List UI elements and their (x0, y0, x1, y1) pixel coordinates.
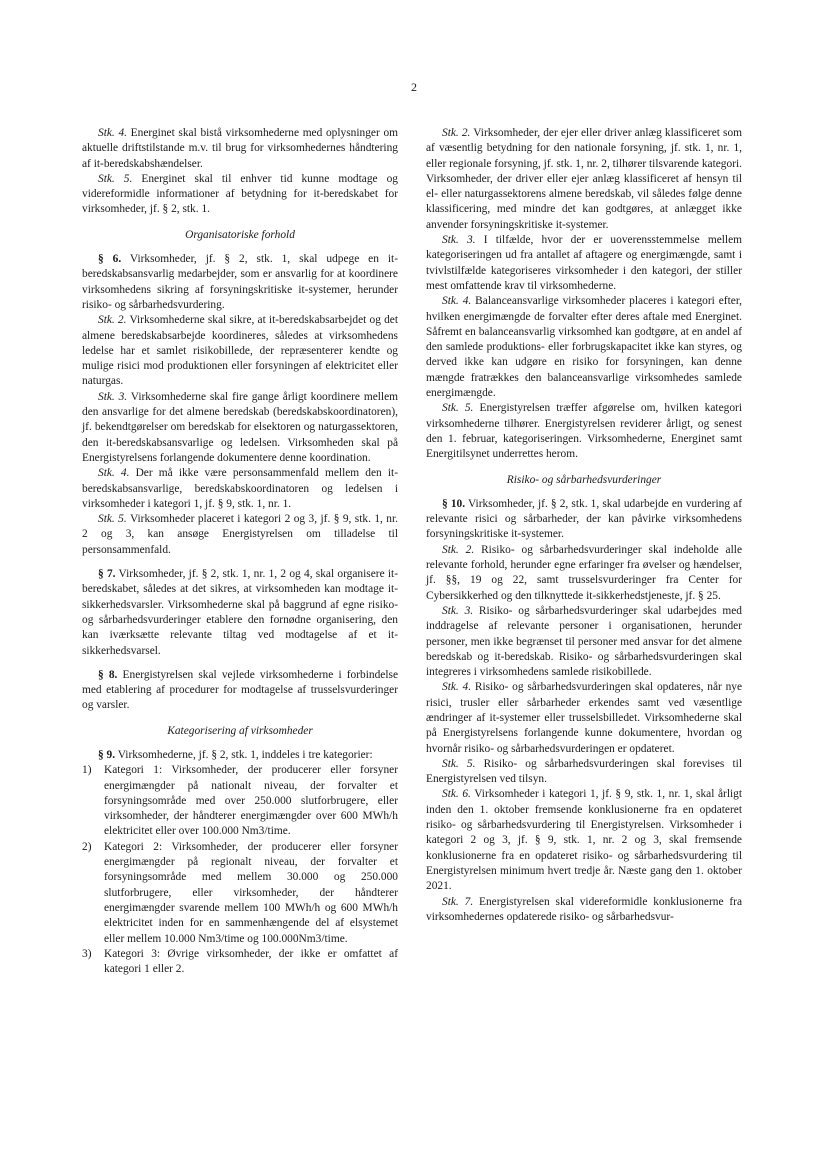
right-column (426, 126, 742, 925)
page-number: 2 (411, 80, 417, 94)
paragraph (82, 172, 398, 218)
list-item-text: Kategori 1: Virksomheder, der producerer eller forsyner energimængder på nationalt niveau, der forvalter et forsyningsområde med over 250.000 slutforbrugere, eller virksomheder, der håndterer energimængder over 600 MWh/h elektricitet eller over 100.000 Nm3/time. (104, 764, 398, 838)
paragraph-text: Risiko- og sårbarhedsvurderinger skal udarbejdes med inddragelse af relevante personer i organisationen, herunder personer, men ikke begrænset til personer med ansvar for det almene beredskab og it-beredskab. Risiko- og sårbarhedsvurderingen skal integreres i virksomhedens samlede risikobillede. (426, 604, 742, 679)
paragraph (426, 126, 742, 233)
section-heading: Organisatoriske forhold (185, 228, 295, 241)
stk-label: Stk. 5. (98, 513, 127, 526)
paragraph (426, 895, 742, 926)
paragraph (82, 252, 398, 313)
list-item-number: 3) (82, 947, 92, 960)
stk-label: Stk. 3. (442, 234, 476, 247)
paragraph (426, 497, 742, 543)
paragraph-text: Virksomheder, der ejer eller driver anlæg klassificeret som af væsentlig betydning for den nationale forsyning, jf. stk. 1, nr. 1, eller regionale forsyning, jf. stk. 1, nr. 2, tilhører tilsvarende kategori. Virksomheder, der driver eller ejer anlæg klassificeret af hensyn til el- eller naturgassektorens almene beredskab, vil således følge denne klassificering, med mindre det kan godtgøres, at anlægget ikke anvender forsyningskritiske it-systemer. (426, 127, 743, 231)
paragraph-text: Virksomhederne, jf. § 2, stk. 1, inddeles i tre kategorier: (115, 748, 373, 761)
paragraph (426, 294, 742, 401)
section-number: § 8. (98, 668, 118, 681)
list-item-number: 1) (82, 764, 92, 777)
paragraph (82, 313, 398, 389)
list-item-text: Kategori 2: Virksomheder, der producerer eller forsyner energimængder på regionalt niveau, der forvalter et forsyningsområde med mellem 30.000 og 250.000 slutforbrugere, eller virksomheder, der håndterer energimængder svarende mellem 100 MWh/h og 600 MWh/h elektricitet inden for en sammenhængende del af elsystemet eller mellem 10.000 Nm3/time og 100.000Nm3/time. (104, 840, 398, 945)
stk-label: Stk. 2. (442, 543, 475, 556)
section-number: § 7. (98, 568, 116, 581)
stk-label: Stk. 6. (442, 788, 471, 801)
paragraph-text: Virksomhederne skal sikre, at it-beredskabsarbejdet og det almene beredskabsarbejde koordineres, således at virksomhedens ledelse har et samlet risikobillede, der repræsenterer kendte og mulige risici mod produktionen eller forsyningen af elektricitet eller naturgas. (82, 314, 398, 388)
paragraph-text: Der må ikke være personsammenfald mellem den it-beredskabsansvarlige, beredskabskoordinatoren og ledelsen i virksomheder i kategori 1, jf. § 9, stk. 1, nr. 1. (82, 467, 398, 510)
stk-label: Stk. 3. (442, 604, 474, 617)
paragraph (426, 680, 742, 756)
paragraph-text: Energistyrelsen træffer afgørelse om, hvilken kategori virksomhederne tilhører. Energistyrelsen reviderer årligt, og senest den 1. februar, kategoriseringen. Virksomhederne, Energinet samt Energitilsynet underrettes herom. (426, 402, 743, 461)
section-number: § 10. (442, 497, 466, 510)
left-column (82, 126, 398, 977)
stk-label: Stk. 4. (442, 681, 472, 694)
paragraph-text: Virksomheder i kategori 1, jf. § 9, stk. 1, nr. 1, skal årligt inden den 1. oktober fremsende konklusionerne fra en opdateret risiko- og sårbarhedsvurdering til Energistyrelsen. Virksomheder i kategori 2 og 3, jf. § 9, stk. 1, nr. 2 og 3, skal fremsende konklusionerne fra en opdateret risiko- og sårbarhedsvurdering til Energistyrelsen minimum hvert tredje år. Næste gang den 1. oktober 2021. (426, 788, 743, 893)
paragraph-text: Balanceansvarlige virksomheder placeres i kategori efter, hvilken energimængde de forvalter efter deres aftale med Energinet. Såfremt en balanceansvarlig virksomhed kan godtgøre, at en andel af den samlede produktions- eller forbrugskapacitet ikke kan styres, og derved ikke kan udgøre en risiko for forsyningen, kan denne mængde fratrækkes den balanceansvarlige virksomhedes samlede energimængde. (426, 295, 742, 400)
stk-label: Stk. 3. (98, 390, 128, 403)
paragraph-text: Energistyrelsen skal videreformidle konklusionerne fra virksomhedernes opdaterede risiko- og sårbarhedsvur- (426, 895, 742, 923)
paragraph-text: Risiko- og sårbarhedsvurderinger skal indeholde alle relevante forhold, herunder egne erfaringer fra øvelser og hændelser, jf. §§, 19 og 22, samt trusselsvurderinger fra Center for Cybersikkerhed og den tilknyttede it-sikkerhedstjeneste, jf. § 25. (426, 543, 742, 602)
list-item (82, 947, 398, 978)
section-heading: Kategorisering af virksomheder (167, 724, 313, 737)
paragraph (426, 233, 742, 294)
paragraph-text: Energinet skal bistå virksomhederne med oplysninger om aktuelle driftstilstande m.v. til brug for virksomhedernes håndtering af it-beredskabshændelser. (82, 127, 398, 170)
paragraph (426, 543, 742, 604)
paragraph (426, 401, 742, 462)
section-number: § 6. (98, 253, 122, 266)
paragraph (82, 390, 398, 466)
paragraph (82, 748, 398, 763)
paragraph-text: Risiko- og sårbarhedsvurderingen skal opdateres, når nye risici, trusler eller sårbarheder erkendes samt ved væsentlige ændringer af it-systemer eller trusselsbilledet. Virksomhederne skal på Energistyrelsens forlangende kunne dokumentere, hvordan og hvornår risiko- og sårbarhedsvurderingen er opdateret. (426, 681, 743, 755)
list-item (82, 763, 398, 839)
paragraph-text: Risiko- og sårbarhedsvurderingen skal forevises til Energistyrelsen ved tilsyn. (426, 757, 742, 786)
paragraph (426, 757, 742, 788)
paragraph-text: I tilfælde, hvor der er uoverensstemmelse mellem kategoriseringen ud fra antallet af aftagere og energimængde, samt i tvivlstilfælde kategoriseres virksomheder i den kategori, der stiller mest omfattende krav til virksomhederne. (426, 234, 742, 292)
paragraph (426, 604, 742, 680)
paragraph-text: Virksomheder placeret i kategori 2 og 3, jf. § 9, stk. 1, nr. 2 og 3, kan ansøge Energistyrelsen om tilladelse til personsammenfald. (82, 513, 398, 556)
paragraph (82, 567, 398, 659)
stk-label: Stk. 2. (442, 127, 471, 139)
stk-label: Stk. 4. (442, 295, 472, 308)
paragraph (82, 126, 398, 172)
paragraph (82, 668, 398, 714)
paragraph (82, 466, 398, 512)
paragraph-text: Virksomheder, jf. § 2, stk. 1, skal udarbejde en vurdering af relevante risici og sårbarheder, der kan påvirke virksomhedens forsyningskritiske it-systemer. (426, 497, 742, 541)
paragraph-text: Energistyrelsen skal vejlede virksomhederne i forbindelse med etablering af procedurer for modtagelse af trusselsvurderinger og varsler. (82, 668, 398, 712)
list-item (82, 840, 398, 947)
section-number: § 9. (98, 748, 116, 761)
paragraph-text: Virksomheder, jf. § 2, stk. 1, skal udpege en it-beredskabsansvarlig medarbejder, som er ansvarlig for at koordinere virksomhedens sikring af forsyningskritiske it-systemer, herunder risiko- og sårbarhedsvurdering. (82, 253, 398, 311)
stk-label: Stk. 5. (442, 757, 476, 770)
stk-label: Stk. 5. (442, 402, 474, 415)
list-item-text: Kategori 3: Øvrige virksomheder, der ikke er omfattet af kategori 1 eller 2. (104, 947, 398, 976)
paragraph (426, 787, 742, 894)
paragraph (82, 512, 398, 558)
stk-label: Stk. 4. (98, 127, 127, 139)
category-list (82, 763, 398, 977)
paragraph-text: Virksomhederne skal fire gange årligt koordinere mellem den ansvarlige for det almene beredskab (beredskabskoordinatoren), jf. bekendtgørelser om beredskab for elsektoren og naturgassektoren, den it-beredskabsansvarlige og ledelsen. Virksomheden skal på Energistyrelsens forlangende dokumentere denne koordination. (82, 390, 398, 464)
stk-label: Stk. 5. (98, 172, 133, 185)
paragraph-text: Virksomheder, jf. § 2, stk. 1, nr. 1, 2 og 4, skal organisere it-beredskabet, således at det sikres, at virksomheden kan modtage it-sikkerhedsvarsler. Virksomhederne skal på baggrund af egne risiko- og sårbarhedsvurderinger etablere den fornødne organisering, den kan iværksætte relevante tiltag ved modtagelse af et it-sikkerhedsvarsel. (82, 568, 398, 657)
stk-label: Stk. 7. (442, 895, 474, 908)
paragraph-text: Energinet skal til enhver tid kunne modtage og videreformidle informationer af betydning for it-beredskabet for virksomheder, jf. § 2, stk. 1. (82, 172, 398, 216)
stk-label: Stk. 2. (98, 314, 127, 327)
list-item-number: 2) (82, 840, 92, 853)
section-heading: Risiko- og sårbarhedsvurderinger (506, 473, 662, 486)
stk-label: Stk. 4. (98, 467, 130, 480)
